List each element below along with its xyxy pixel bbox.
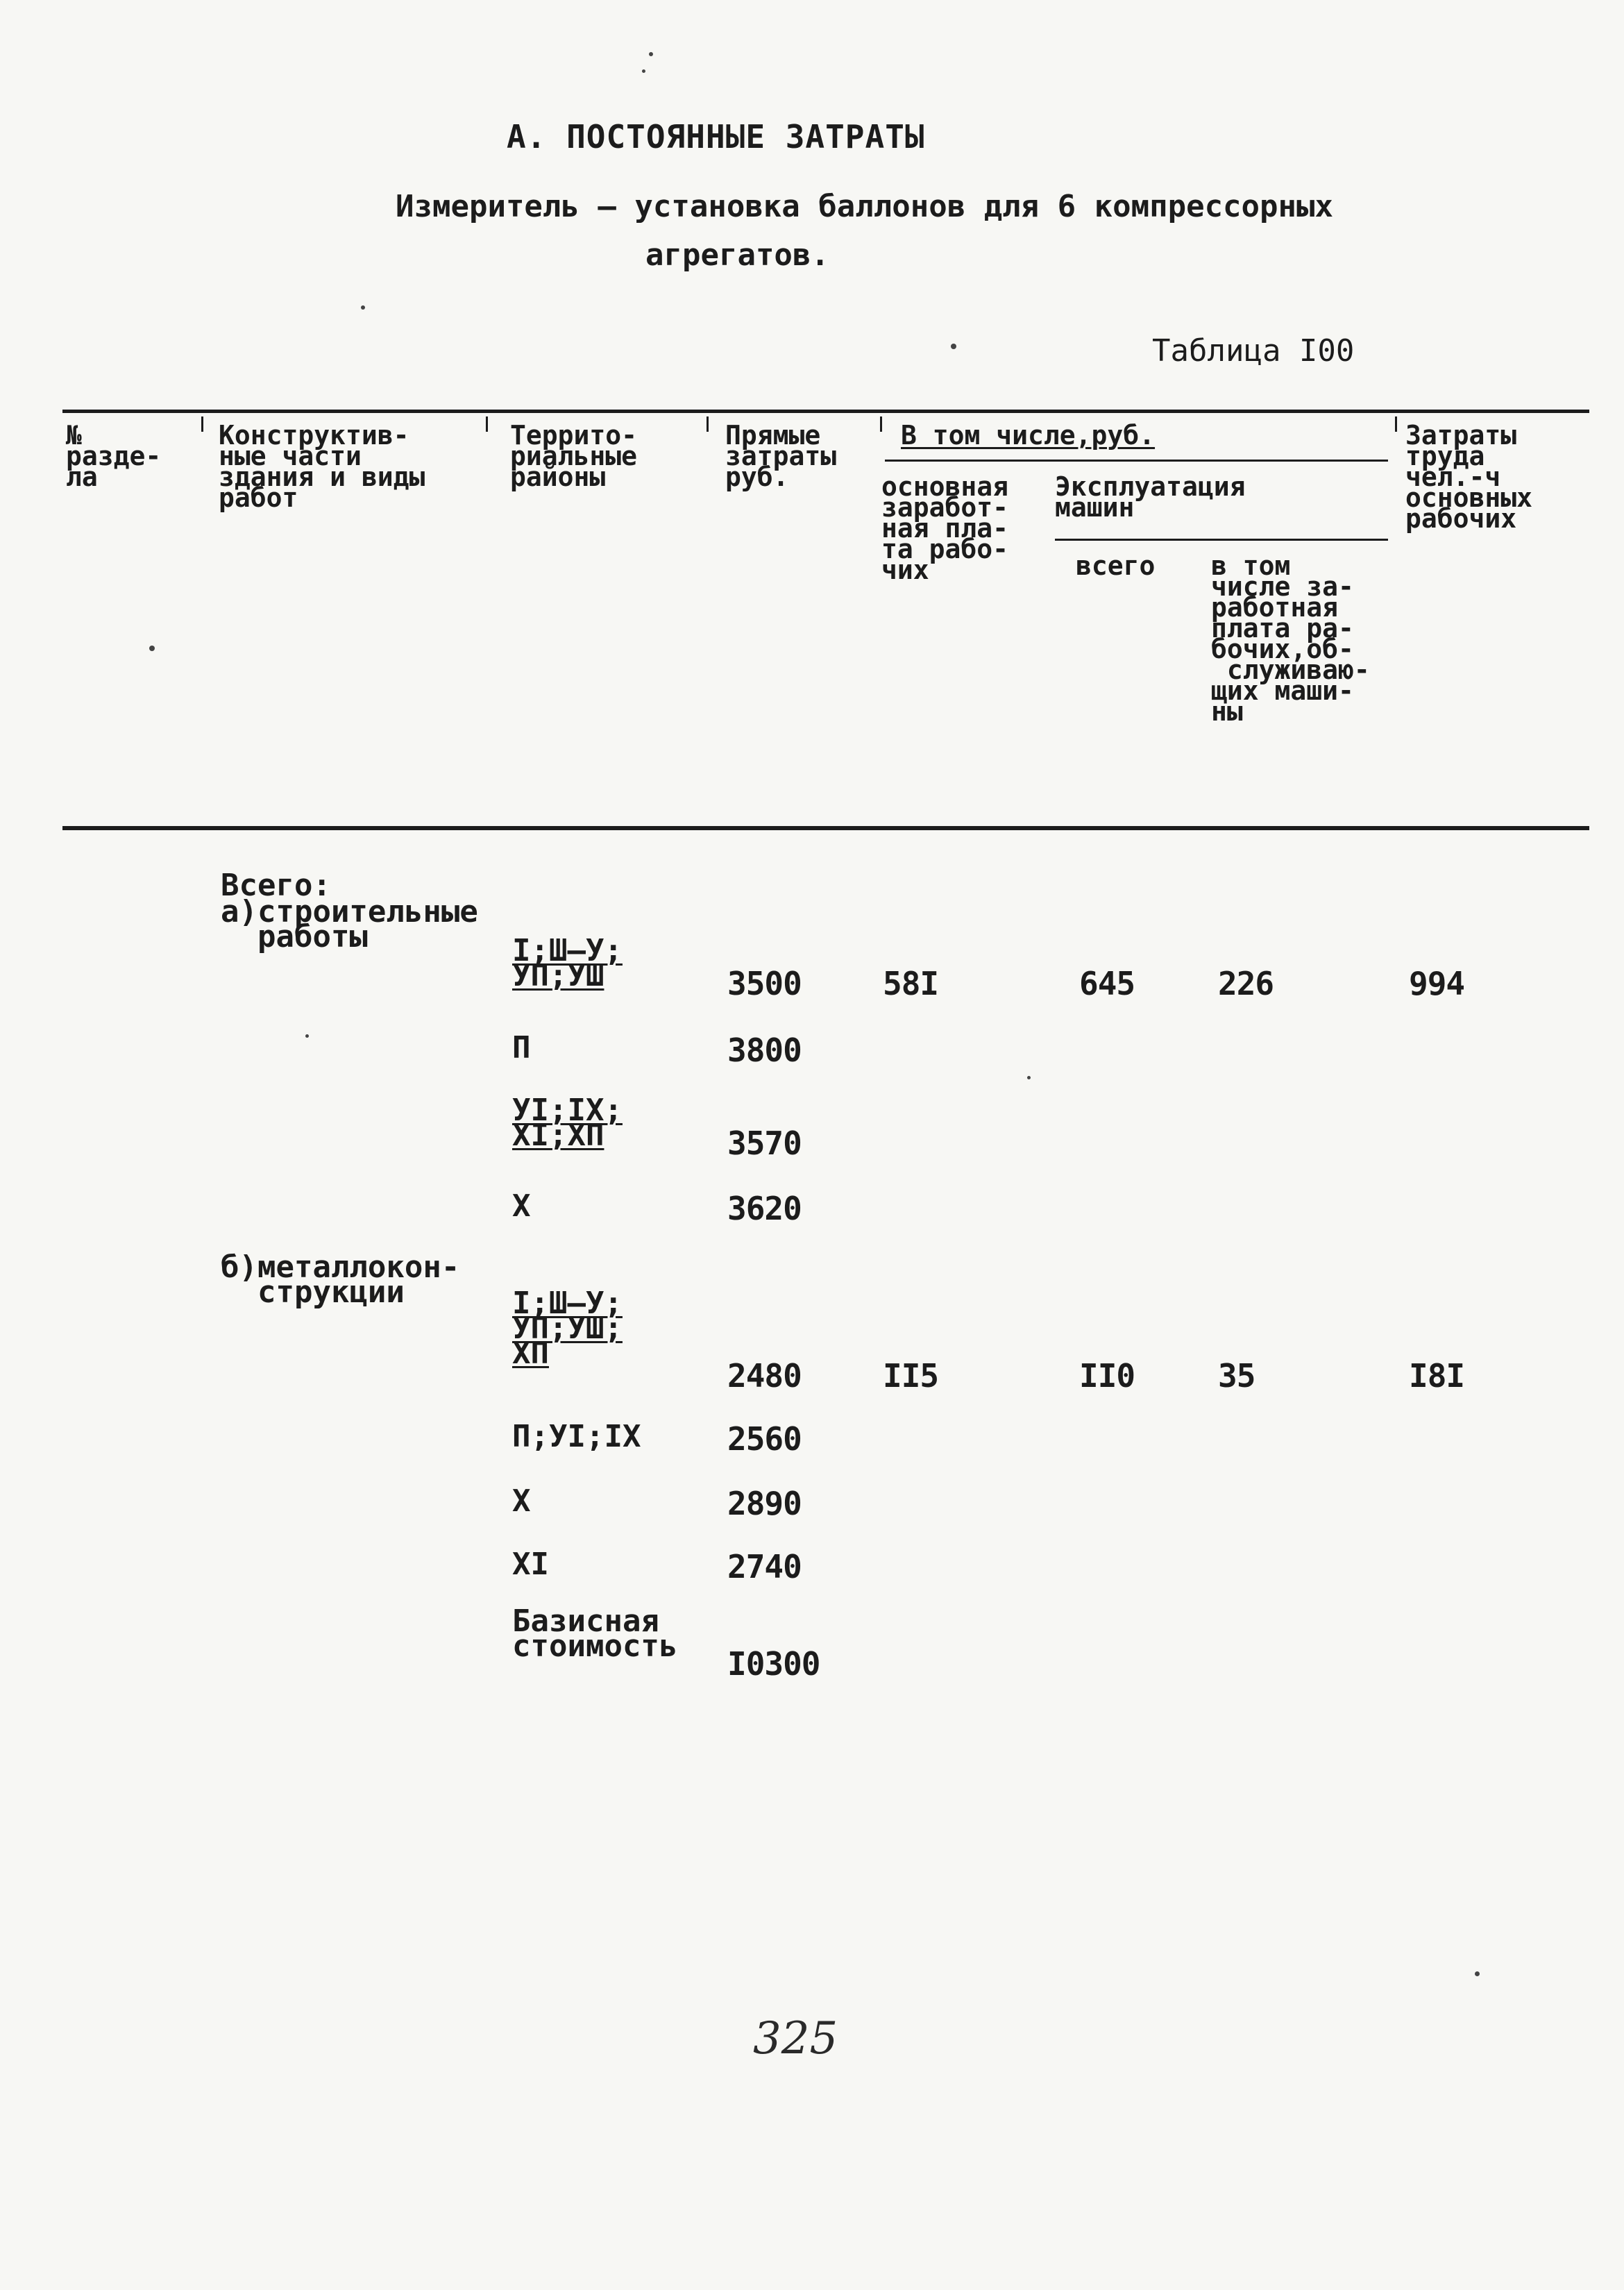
header-basic-salary: основная заработ- ная пла- та рабо- чих — [881, 471, 1009, 585]
direct-cost-cell: 3500 — [727, 965, 802, 1002]
region-cell: I;Ш–У; УП;УШ — [512, 933, 623, 993]
region-cell: XI — [512, 1547, 549, 1582]
group-header-rule — [885, 460, 1388, 462]
header-section-number: № разде- ла — [66, 420, 162, 492]
header-machine-exploitation: Эксплуатация машин — [1055, 471, 1246, 523]
direct-cost-cell: 3800 — [727, 1032, 802, 1069]
basic-salary-cell: II5 — [883, 1357, 939, 1395]
machines-total-cell: II0 — [1079, 1357, 1135, 1395]
table-header-bottom-rule — [62, 826, 1589, 830]
scan-speck — [642, 69, 645, 73]
region-cell: X — [512, 1483, 531, 1519]
header-territorial-regions: Террито- риальные районы — [510, 420, 638, 492]
group-label-construction: а)строительные работы — [221, 894, 478, 954]
region-cell: УI;IX; XI;XП — [512, 1093, 623, 1153]
header-machines-salary: в том числе за- работная плата ра- бочих,об- служиваю- щих маши- ны — [1211, 550, 1370, 727]
direct-cost-cell: 3620 — [727, 1190, 802, 1227]
header-machines-total: всего — [1076, 550, 1156, 581]
header-labor-costs: Затраты труда чел.-ч основных рабочих — [1405, 420, 1533, 534]
group-label-metal-structures: б)металлокон- струкции — [221, 1249, 460, 1310]
table-caption: Таблица I00 — [1152, 333, 1355, 369]
total-label: Всего: — [221, 868, 331, 903]
machines-total-cell: 645 — [1079, 965, 1135, 1002]
labor-cost-cell: 994 — [1409, 965, 1465, 1002]
scan-speck — [149, 646, 155, 651]
column-separator — [1395, 416, 1397, 432]
scan-speck — [1027, 1076, 1031, 1079]
direct-cost-cell: 2740 — [727, 1548, 802, 1585]
header-including-group: В том числе,руб. — [901, 420, 1156, 451]
scan-speck — [305, 1034, 309, 1038]
scan-speck — [951, 344, 956, 349]
section-title: А. ПОСТОЯННЫЕ ЗАТРАТЫ — [507, 118, 925, 155]
table-top-rule — [62, 410, 1589, 413]
region-cell: I;Ш–У; УП;УШ; XП — [512, 1286, 623, 1371]
direct-cost-cell: 3570 — [727, 1125, 802, 1162]
region-cell: X — [512, 1188, 531, 1224]
column-separator — [880, 416, 882, 432]
column-separator — [707, 416, 709, 432]
machines-salary-cell: 35 — [1218, 1357, 1255, 1395]
column-separator — [201, 416, 203, 432]
machines-salary-cell: 226 — [1218, 965, 1274, 1002]
exploitation-header-rule — [1055, 539, 1388, 541]
direct-cost-cell: 2480 — [727, 1357, 802, 1395]
labor-cost-cell: I8I — [1409, 1357, 1465, 1395]
page-number: 325 — [753, 2013, 838, 2064]
measure-line-2: агрегатов. — [645, 237, 829, 273]
region-cell: П;УI;IX — [512, 1419, 641, 1454]
region-cell: П — [512, 1030, 531, 1066]
base-cost-value: I0300 — [727, 1645, 820, 1683]
column-separator — [486, 416, 488, 432]
header-structural-parts: Конструктив- ные части здания и виды работ — [219, 420, 425, 513]
measure-line-1: Измеритель – установка баллонов для 6 компрессорных — [396, 189, 1334, 224]
direct-cost-cell: 2560 — [727, 1420, 802, 1458]
direct-cost-cell: 2890 — [727, 1485, 802, 1522]
header-direct-costs: Прямые затраты руб. — [725, 420, 837, 492]
basic-salary-cell: 58I — [883, 965, 939, 1002]
scan-speck — [361, 305, 365, 310]
base-cost-label: Базисная стоимость — [512, 1603, 678, 1664]
scan-speck — [1475, 1971, 1480, 1976]
scan-speck — [649, 52, 653, 56]
